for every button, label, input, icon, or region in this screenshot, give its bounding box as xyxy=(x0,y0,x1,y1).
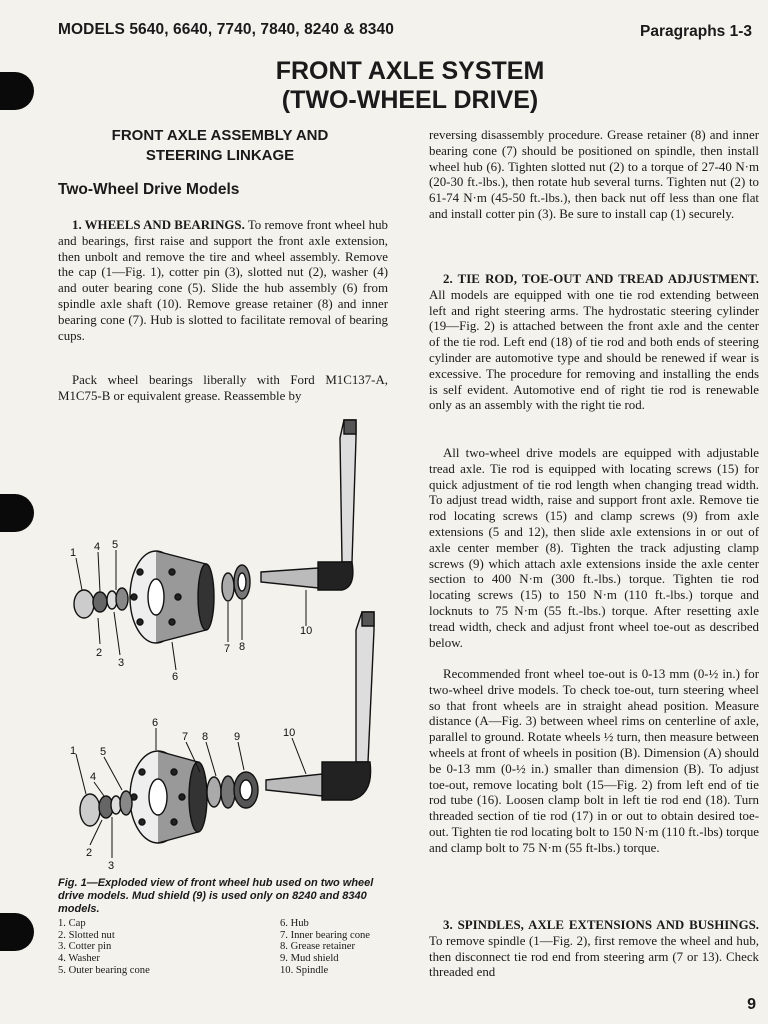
legend-item: 4. Washer xyxy=(58,953,100,965)
figure-caption: Fig. 1—Exploded view of front wheel hub used on two wheel drive models. Mud shield (9) is used only on 8240 and 8340 models. xyxy=(58,877,374,915)
legend-item: 8. Grease retainer xyxy=(280,941,355,953)
exploded-view-figure xyxy=(56,412,392,872)
callout-label: 3 xyxy=(118,657,125,669)
spindle-stub-top xyxy=(261,568,318,588)
callout-label: 2 xyxy=(86,847,93,859)
callout-label: 10 xyxy=(283,727,296,739)
callout-label: 1 xyxy=(70,547,77,559)
legend-item: 10. Spindle xyxy=(280,964,329,976)
callout-label: 3 xyxy=(108,860,115,872)
spindle-shaft-top xyxy=(340,420,356,562)
paragraph-lead: 3. SPINDLES, AXLE EXTENSIONS AND BUSHINGS. xyxy=(443,918,759,932)
legend-item: 7. Inner bearing cone xyxy=(280,929,371,941)
callout-label: 7 xyxy=(182,731,189,743)
paragraph-pack-bearings xyxy=(58,373,388,405)
callout-label: 2 xyxy=(96,647,103,659)
paragraph-text: Pack wheel bearings liberally with Ford M1C137-A, M1C75-B or equivalent grease. Reassemble by xyxy=(58,373,388,403)
paragraph-text: reversing disassembly procedure. Grease retainer (8) and inner bearing cone (7) should be positioned on spindle, then install wheel hub (6). Tighten slotted nut (2) to a torque of 27-40 N·m (20-30 ft.-lbs.), then rotate hub several turns. Tighten nut (2) to 61-74 N·m (45-50 ft.-lbs.), then back nut off less than one flat and install cotter pin (3). Be sure to install cap (1) securely. xyxy=(429,128,759,221)
paragraph-wheels-bearings xyxy=(58,218,388,344)
legend-item: 1. Cap xyxy=(58,918,86,929)
paragraph-text: All models are equipped with one tie rod extending between left and right steering arms. The hydrostatic steering cylinder (19—Fig. 2) is attached between the front axle and the center of the tie rod. Left end (18) of tie rod and both ends of steering cylinder are automotive type and should be renewed if wear is excessive. The procedure for removing and installing the ends is self evident. Automotive end of right tie rod is renewable only as an assembly with the right tie rod. xyxy=(429,287,759,413)
spindle-stub-bottom xyxy=(266,774,322,796)
paragraphs-header: Paragraphs 1-3 xyxy=(640,23,752,40)
binder-hole xyxy=(0,494,34,532)
paragraph-lead: 1. WHEELS AND BEARINGS. xyxy=(72,218,245,232)
spindle-knuckle-bottom xyxy=(322,762,371,800)
legend-item: 2. Slotted nut xyxy=(58,929,115,941)
callout-label: 5 xyxy=(100,746,107,758)
paragraph-text: To remove front wheel hub and bearings, first raise and support the front axle extension, then unbolt and remove the tire and wheel assembly. Remove the cap (1—Fig. 1), cotter pin (3), slotted nut (2), washer (4) and outer bearing cone (5). Slide the hub assembly (6) from spindle axle shaft (10). Remove grease retainer (8) and inner bearing cone (7). Hub is slotted to facilitate removal of bearing cups. xyxy=(58,218,389,343)
paragraph-toe-out xyxy=(429,667,759,857)
models-header: MODELS 5640, 6640, 7740, 7840, 8240 & 8340 xyxy=(58,21,394,38)
legend-item: 6. Hub xyxy=(280,918,309,929)
callout-label: 8 xyxy=(239,641,246,653)
callout-label: 1 xyxy=(70,745,77,757)
paragraph-spindles xyxy=(429,918,759,981)
title-line-1: FRONT AXLE SYSTEM xyxy=(275,57,545,85)
page-number: 9 xyxy=(747,996,756,1013)
legend-item: 3. Cotter pin xyxy=(58,941,112,953)
section-heading-line-2: STEERING LINKAGE xyxy=(145,147,295,164)
paragraph-text: To remove spindle (1—Fig. 2), first remove the wheel and hub, then disconnect tie rod end from steering arm (7 or 13). Check threaded end xyxy=(429,933,759,980)
title-line-2: (TWO-WHEEL DRIVE) xyxy=(281,86,539,114)
paragraph-text: All two-wheel drive models are equipped with adjustable tread axle. Tie rod is equipped with locating screws (15) for quick adjustment of tie rod length when changing tread width. To adjust tread width, raise and support front axle. Remove tie rod locating screws (15) and clamp screws (9) from axle extensions (5 and 12), then slide axle extensions in or out of axle center member (8). Tighten the track adjusting clamp screws (9) which attach axle extensions inside the axle center section to 400 N·m (300 ft.-lbs.) torque. Tighten tie rod locating screws (15) to 150 N·m (110 ft.-lbs.) torque and locknuts to 75 N·m (55 ft.-lbs.) torque. After resetting axle tread width, check and adjust front wheel toe-out as described below. xyxy=(429,446,759,650)
subsection-heading: Two-Wheel Drive Models xyxy=(58,181,240,198)
page-title xyxy=(200,57,620,115)
legend-item: 9. Mud shield xyxy=(280,953,339,965)
callout-label: 4 xyxy=(90,771,97,783)
callout-label: 8 xyxy=(202,731,209,743)
callout-label: 6 xyxy=(152,717,159,729)
section-heading xyxy=(60,126,380,166)
callout-label: 10 xyxy=(300,625,313,637)
callout-label: 5 xyxy=(112,539,119,551)
legend-item: 5. Outer bearing cone xyxy=(58,964,150,976)
paragraph-text: Recommended front wheel toe-out is 0-13 mm (0-½ in.) for two-wheel drive models. To check toe-out, turn steering wheel so that front wheels are in straight ahead position. Measure distance (A—Fig. 3) between wheel rims on centerline of axle, parallel to ground. Rotate wheels ½ turn, then measure between wheels at front of wheels in position (B). Dimension (A) should be 0-13 mm (0-½ in.) smaller than dimension (B). To adjust toe-out, remove locating bolt (15—Fig. 2) from left end of tie rod tube (16). Loosen clamp bolt in left tie rod end (18). Turn threaded section of tie rod (17) in or out to obtain desired toe-out. Tighten tie rod locating bolt to 150 N·m (110 ft.-lbs) torque and clamp bolt to 75 N·m (55 ft-lbs.) torque. xyxy=(429,667,759,855)
section-heading-line-1: FRONT AXLE ASSEMBLY AND xyxy=(111,127,329,144)
figure-legend-right xyxy=(280,918,370,977)
binder-hole xyxy=(0,913,34,951)
paragraph-tread-axle xyxy=(429,446,759,651)
paragraph-lead: 2. TIE ROD, TOE-OUT AND TREAD ADJUSTMENT. xyxy=(443,272,759,286)
paragraph-reassembly xyxy=(429,128,759,223)
callout-label: 9 xyxy=(234,731,241,743)
binder-hole xyxy=(0,72,34,110)
callout-label: 6 xyxy=(172,671,179,683)
spindle-knuckle-top xyxy=(318,562,353,590)
callout-label: 7 xyxy=(224,643,231,655)
callout-label: 4 xyxy=(94,541,101,553)
spindle-shaft-bottom xyxy=(356,612,374,762)
paragraph-tie-rod xyxy=(429,272,759,414)
figure-legend-left xyxy=(58,918,150,977)
